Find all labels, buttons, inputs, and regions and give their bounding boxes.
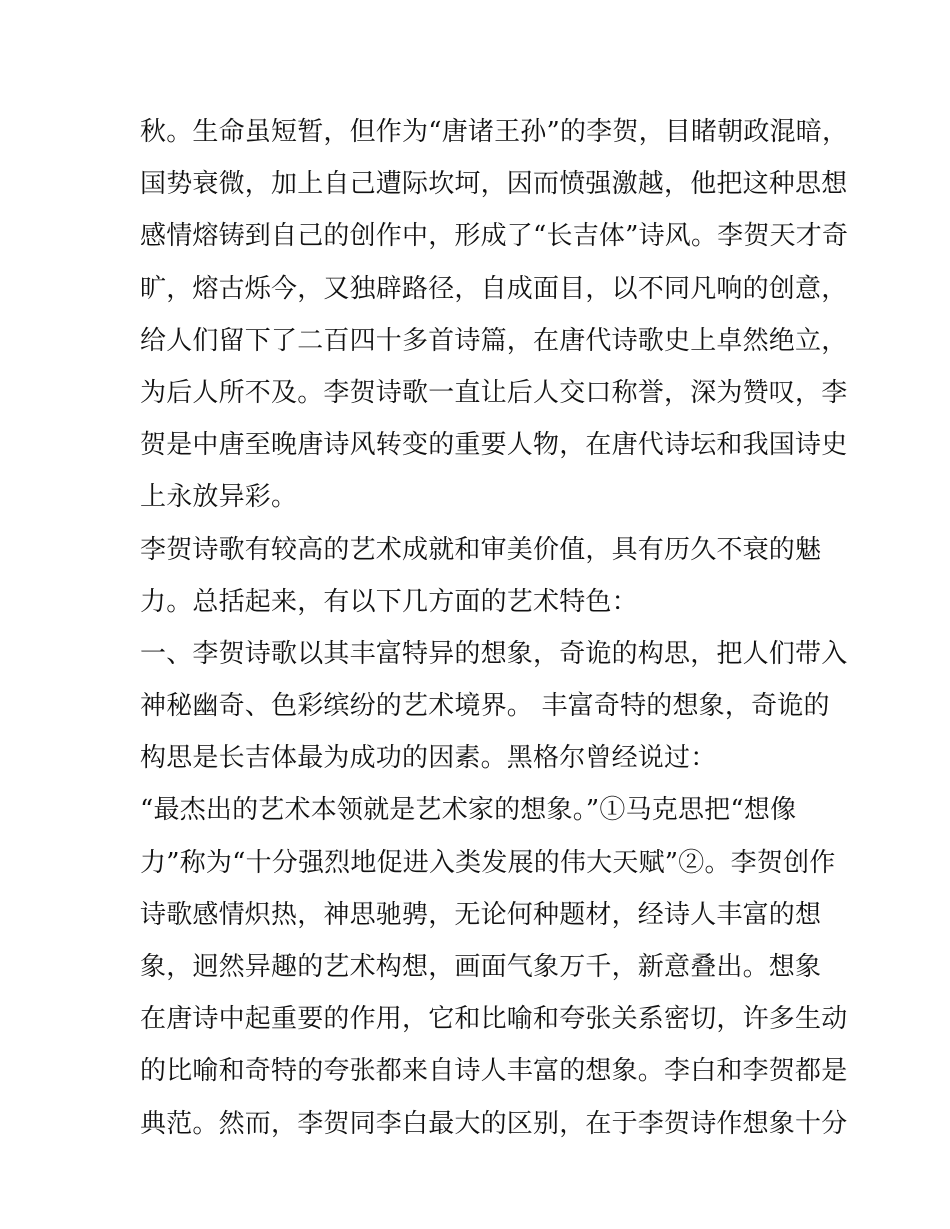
text-line: 神秘幽奇、色彩缤纷的艺术境界。 丰富奇特的想象，奇诡的 (140, 691, 830, 722)
text-line: 一、李贺诗歌以其丰富特异的想象，奇诡的构思，把人们带入 (140, 638, 848, 669)
text-line: 力”称为“十分强烈地促进入类发展的伟大天赋”②。李贺创作 (140, 847, 836, 878)
text-line: 诗歌感情炽热，神思驰骋，无论何种题材，经诗人丰富的想 (140, 899, 822, 930)
text-line: 象，迥然异趣的艺术构想，画面气象万千，新意叠出。想象 (140, 952, 822, 982)
text-line: 为后人所不及。李贺诗歌一直让后人交口称誉，深为赞叹，李 (140, 377, 848, 408)
text-line: 上永放异彩。 (140, 482, 298, 513)
text-line: 给人们留下了二百四十多首诗篇，在唐代诗歌史上卓然绝立， (140, 325, 848, 356)
text-line: 秋。生命虽短暂，但作为“唐诸王孙”的李贺，目睹朝政混暗， (140, 117, 849, 147)
body-text (140, 106, 849, 1150)
text-line: “最杰出的艺术本领就是艺术家的想象。”①马克思把“想像 (140, 795, 797, 826)
text-line: 力。总括起来，有以下几方面的艺术特色： (140, 586, 638, 617)
text-line: 的比喻和奇特的夸张都来自诗人丰富的想象。李白和李贺都是 (140, 1056, 848, 1087)
text-line: 典范。然而，李贺同李白最大的区别，在于李贺诗作想象十分 (140, 1108, 848, 1139)
text-line: 贺是中唐至晚唐诗风转变的重要人物，在唐代诗坛和我国诗史 (140, 430, 848, 461)
text-line: 构思是长吉体最为成功的因素。黑格尔曾经说过： (140, 743, 717, 774)
text-line: 李贺诗歌有较高的艺术成就和审美价值，具有历久不衰的魅 (140, 534, 822, 565)
text-line: 旷，熔古烁今，又独辟路径，自成面目，以不同凡响的创意， (140, 273, 848, 304)
text-line: 国势衰微，加上自己遭际坎坷，因而愤强激越，他把这种思想 (140, 169, 848, 200)
text-line: 在唐诗中起重要的作用，它和比喻和夸张关系密切，许多生动 (140, 1004, 848, 1035)
text-line: 感情熔铸到自己的创作中，形成了“长吉体”诗风。李贺天才奇 (140, 221, 849, 252)
